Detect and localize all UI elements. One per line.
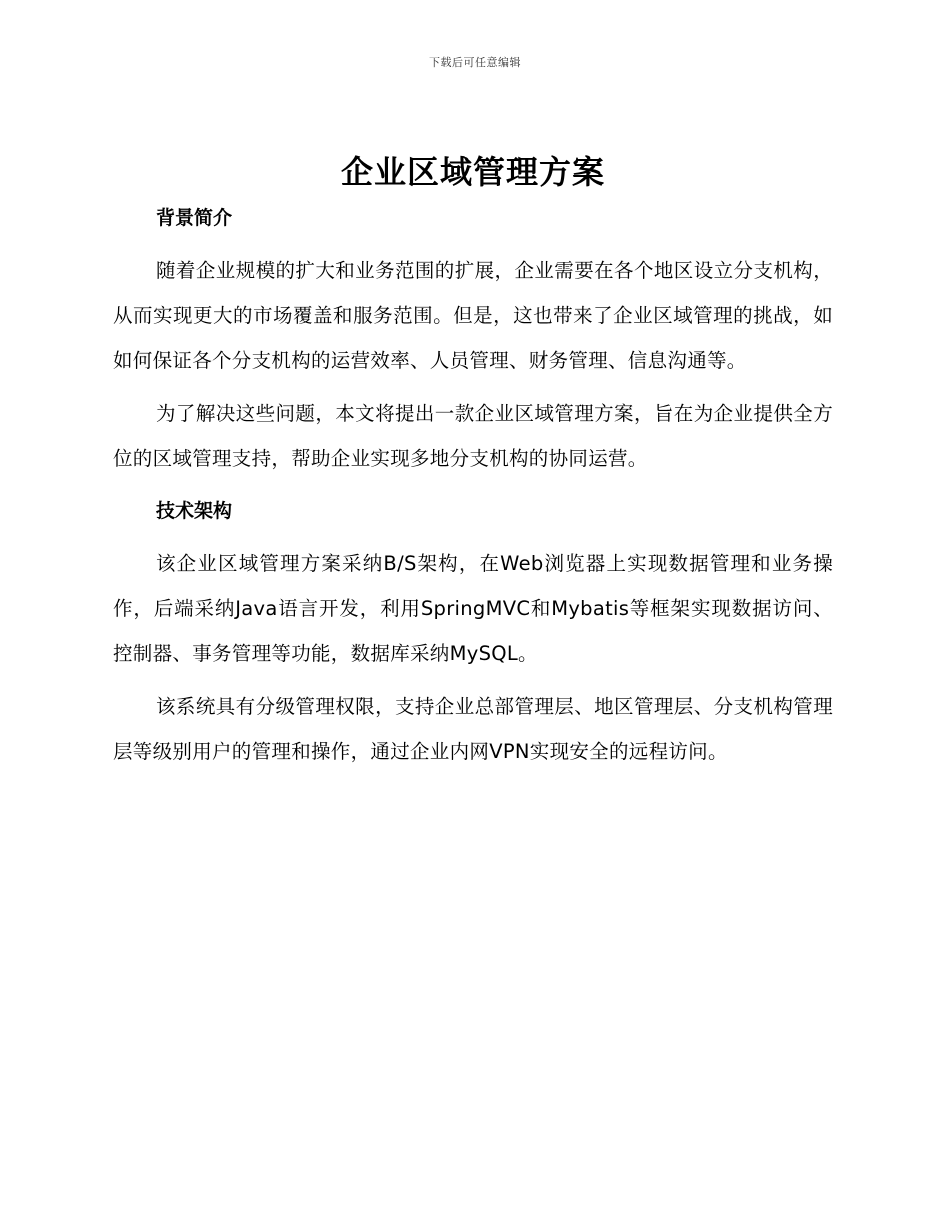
- section-heading-architecture: 技术架构: [156, 500, 233, 522]
- document-title: 企业区域管理方案: [340, 153, 605, 191]
- section-heading-background: 背景简介: [156, 207, 233, 229]
- document-body: [113, 150, 833, 774]
- paragraph-background-1: 随着企业规模的扩大和业务范围的扩展，企业需要在各个地区设立分支机构，从而实现更大的市场覆盖和服务范围。但是，这也带来了企业区域管理的挑战，如如何保证各个分支机构的运营效率、人员管理、财务管理、信息沟通等。: [113, 259, 833, 372]
- header-note: 下载后可任意编辑: [429, 56, 521, 69]
- paragraph-architecture-2: 该系统具有分级管理权限，支持企业总部管理层、地区管理层、分支机构管理层等级别用户的管理和操作，通过企业内网VPN实现安全的远程访问。: [113, 695, 833, 763]
- paragraph-background-2: 为了解决这些问题，本文将提出一款企业区域管理方案，旨在为企业提供全方位的区域管理支持，帮助企业实现多地分支机构的协同运营。: [113, 402, 833, 470]
- paragraph-architecture-1: 该企业区域管理方案采纳B/S架构，在Web浏览器上实现数据管理和业务操作，后端采纳Java语言开发，利用SpringMVC和Mybatis等框架实现数据访问、控制器、事务管理等功能，数据库采纳MySQL。: [113, 552, 833, 665]
